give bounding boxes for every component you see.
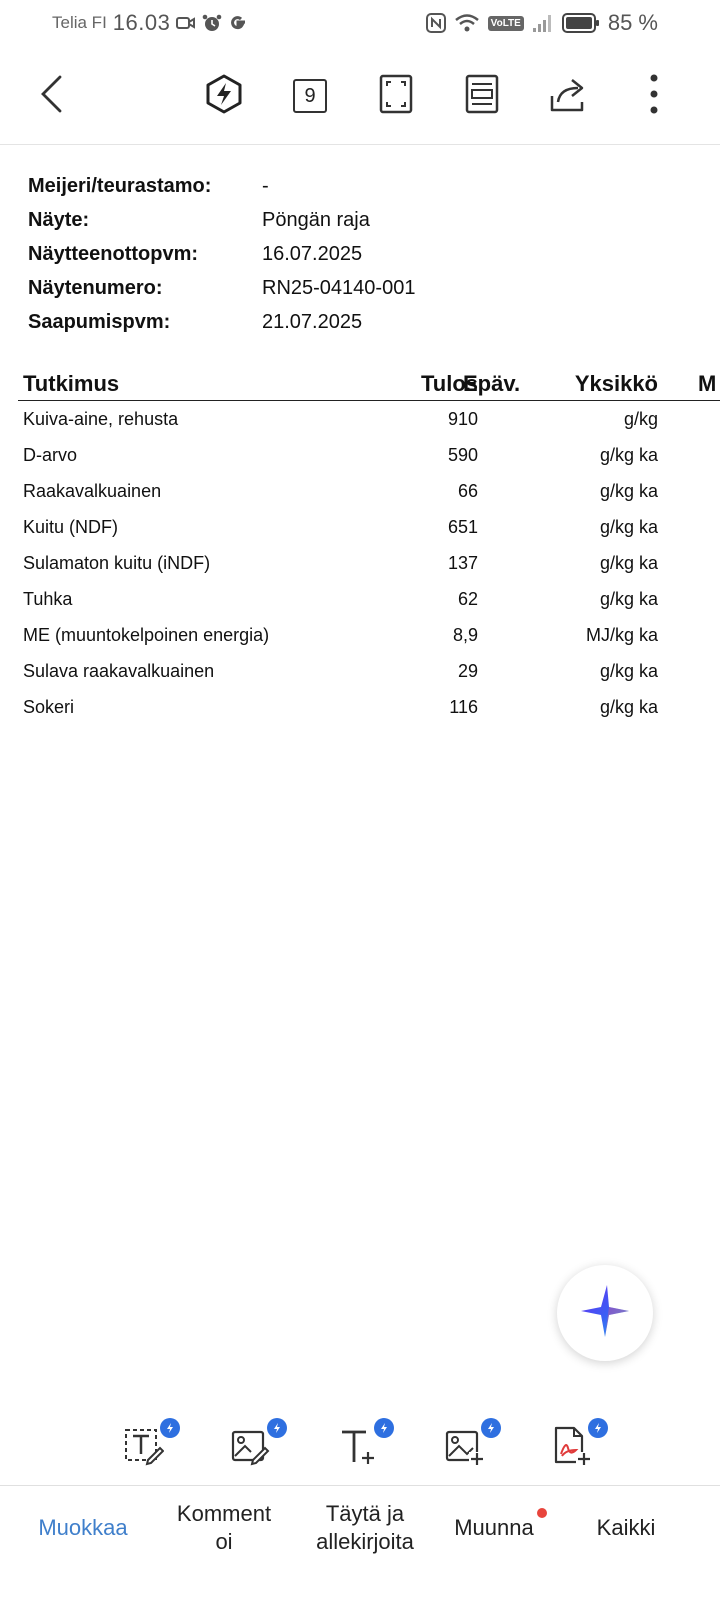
- cell-unit: g/kg ka: [599, 553, 658, 573]
- meta-label: Meijeri/teurastamo:: [28, 174, 212, 197]
- edit-text-icon: [124, 1426, 164, 1471]
- reading-mode-button[interactable]: [456, 70, 508, 122]
- cell-value: 62: [457, 589, 478, 609]
- meta-row-dairy: [28, 169, 688, 203]
- cell-test: ME (muuntokelpoinen energia): [23, 625, 270, 645]
- table-row: [18, 473, 720, 509]
- ai-quick-action-button[interactable]: [198, 70, 250, 122]
- cell-test: D-arvo: [23, 445, 78, 465]
- cell-unit: MJ/kg ka: [585, 625, 658, 645]
- top-toolbar: [0, 60, 720, 132]
- cell-test: Tuhka: [23, 589, 73, 609]
- tab-label-line1: Komment: [176, 1501, 272, 1526]
- meta-label: Näytteenottopvm:: [28, 242, 199, 265]
- add-text-tool[interactable]: [332, 1418, 392, 1474]
- meta-row-arrival-date: [28, 305, 688, 339]
- page-count-button[interactable]: [284, 70, 336, 122]
- meta-value: RN25-04140-001: [262, 276, 416, 299]
- cell-value: 66: [457, 481, 478, 501]
- meta-label: Saapumispvm:: [28, 310, 171, 333]
- cell-value: 8,9: [452, 625, 478, 645]
- sample-metadata: [28, 169, 688, 339]
- cell-value: 29: [457, 661, 478, 681]
- clock: 16.03: [112, 10, 171, 35]
- tab-label-line1: Täytä ja: [325, 1501, 405, 1526]
- premium-badge-icon: [588, 1418, 608, 1438]
- premium-badge-icon: [374, 1418, 394, 1438]
- back-arrow-icon: [38, 74, 66, 119]
- fullscreen-button[interactable]: [370, 70, 422, 122]
- premium-badge-icon: [481, 1418, 501, 1438]
- cell-unit: g/kg ka: [599, 589, 658, 609]
- table-row: [18, 689, 720, 725]
- edit-image-icon: [231, 1426, 271, 1471]
- add-image-tool[interactable]: [439, 1418, 499, 1474]
- table-row: [18, 581, 720, 617]
- cell-value: 116: [449, 697, 478, 717]
- meta-value: 16.07.2025: [262, 242, 363, 265]
- meta-row-sample: [28, 203, 688, 237]
- cell-unit: g/kg: [623, 409, 658, 429]
- share-icon: [548, 74, 588, 119]
- header-test: Tutkimus: [23, 371, 120, 396]
- add-text-icon: [338, 1426, 378, 1471]
- results-table: [18, 363, 720, 725]
- meta-label: Näytenumero:: [28, 276, 163, 299]
- pdf-add-icon: [552, 1426, 592, 1471]
- cell-test: Kuitu (NDF): [23, 517, 119, 537]
- lightning-hexagon-icon: [204, 74, 244, 119]
- cell-test: Sulava raakavalkuainen: [23, 661, 215, 681]
- more-vertical-icon: [649, 74, 659, 119]
- tab-edit[interactable]: [33, 1514, 133, 1542]
- cell-test: Raakavalkuainen: [23, 481, 162, 501]
- ai-assistant-button[interactable]: [557, 1265, 653, 1361]
- battery-percentage: 85 %: [607, 10, 658, 35]
- cell-unit: g/kg ka: [599, 517, 658, 537]
- cell-unit: g/kg ka: [599, 445, 658, 465]
- status-right: [426, 10, 658, 36]
- meta-row-sample-number: [28, 271, 688, 305]
- tab-fill-and-sign[interactable]: [303, 1500, 427, 1556]
- cell-value: 590: [447, 445, 478, 465]
- results-header: [18, 363, 720, 401]
- table-row: [18, 617, 720, 653]
- alarm-clock-icon: [202, 13, 222, 33]
- header-unit: Yksikkö: [574, 371, 658, 396]
- google-icon: [228, 13, 248, 33]
- volte-badge: VoLTE: [488, 16, 524, 31]
- header-result: Tulos: [420, 371, 478, 396]
- tab-label: Muokkaa: [38, 1515, 128, 1540]
- battery-icon: [562, 12, 600, 34]
- tab-comment[interactable]: [165, 1500, 283, 1556]
- carrier-name: Telia FI: [52, 13, 107, 32]
- header-more: M: [698, 371, 717, 396]
- meta-value: 21.07.2025: [262, 310, 363, 333]
- add-pdf-page-tool[interactable]: [546, 1418, 606, 1474]
- bottom-navigation: [0, 1485, 720, 1600]
- tab-label: Muunna: [454, 1515, 534, 1540]
- table-row: [18, 401, 720, 437]
- cell-value: 137: [447, 553, 478, 573]
- cell-unit: g/kg ka: [599, 481, 658, 501]
- signal-icon: [532, 13, 554, 33]
- edit-image-tool[interactable]: [225, 1418, 285, 1474]
- table-row: [18, 437, 720, 473]
- notification-dot: [537, 1508, 547, 1518]
- more-options-button[interactable]: [628, 70, 680, 122]
- header-uncertainty: Epäv.: [463, 371, 521, 396]
- fullscreen-icon: [379, 74, 413, 119]
- tab-convert[interactable]: [446, 1514, 542, 1542]
- table-row: [18, 545, 720, 581]
- meta-value: -: [262, 174, 269, 197]
- toolbar-divider: [0, 144, 720, 145]
- tab-label: Kaikki: [596, 1515, 656, 1540]
- video-camera-icon: [176, 15, 196, 31]
- table-row: [18, 653, 720, 689]
- cell-value: 651: [447, 517, 478, 537]
- wifi-icon: [454, 13, 480, 33]
- meta-row-sampling-date: [28, 237, 688, 271]
- tab-label-line2: allekirjoita: [316, 1529, 414, 1554]
- cell-test: Kuiva-aine, rehusta: [23, 409, 179, 429]
- tab-all[interactable]: [586, 1514, 666, 1542]
- back-button[interactable]: [26, 70, 78, 122]
- cell-value: 910: [447, 409, 478, 429]
- status-bar: [0, 0, 720, 48]
- sparkle-icon: [579, 1283, 631, 1344]
- add-image-icon: [445, 1426, 485, 1471]
- meta-label: Näyte:: [28, 208, 90, 231]
- cell-unit: g/kg ka: [599, 697, 658, 717]
- status-left: [52, 10, 248, 36]
- edit-text-tool[interactable]: [118, 1418, 178, 1474]
- page-count: 9: [293, 79, 327, 113]
- share-button[interactable]: [542, 70, 594, 122]
- tab-label-line2: oi: [215, 1529, 233, 1554]
- table-row: [18, 509, 720, 545]
- cell-test: Sulamaton kuitu (iNDF): [23, 553, 211, 573]
- cell-unit: g/kg ka: [599, 661, 658, 681]
- reading-mode-icon: [465, 74, 499, 119]
- premium-badge-icon: [267, 1418, 287, 1438]
- cell-test: Sokeri: [23, 697, 75, 717]
- premium-badge-icon: [160, 1418, 180, 1438]
- edit-tools-row: [0, 1410, 720, 1480]
- nfc-icon: [426, 13, 446, 33]
- meta-value: Pöngän raja: [262, 208, 370, 231]
